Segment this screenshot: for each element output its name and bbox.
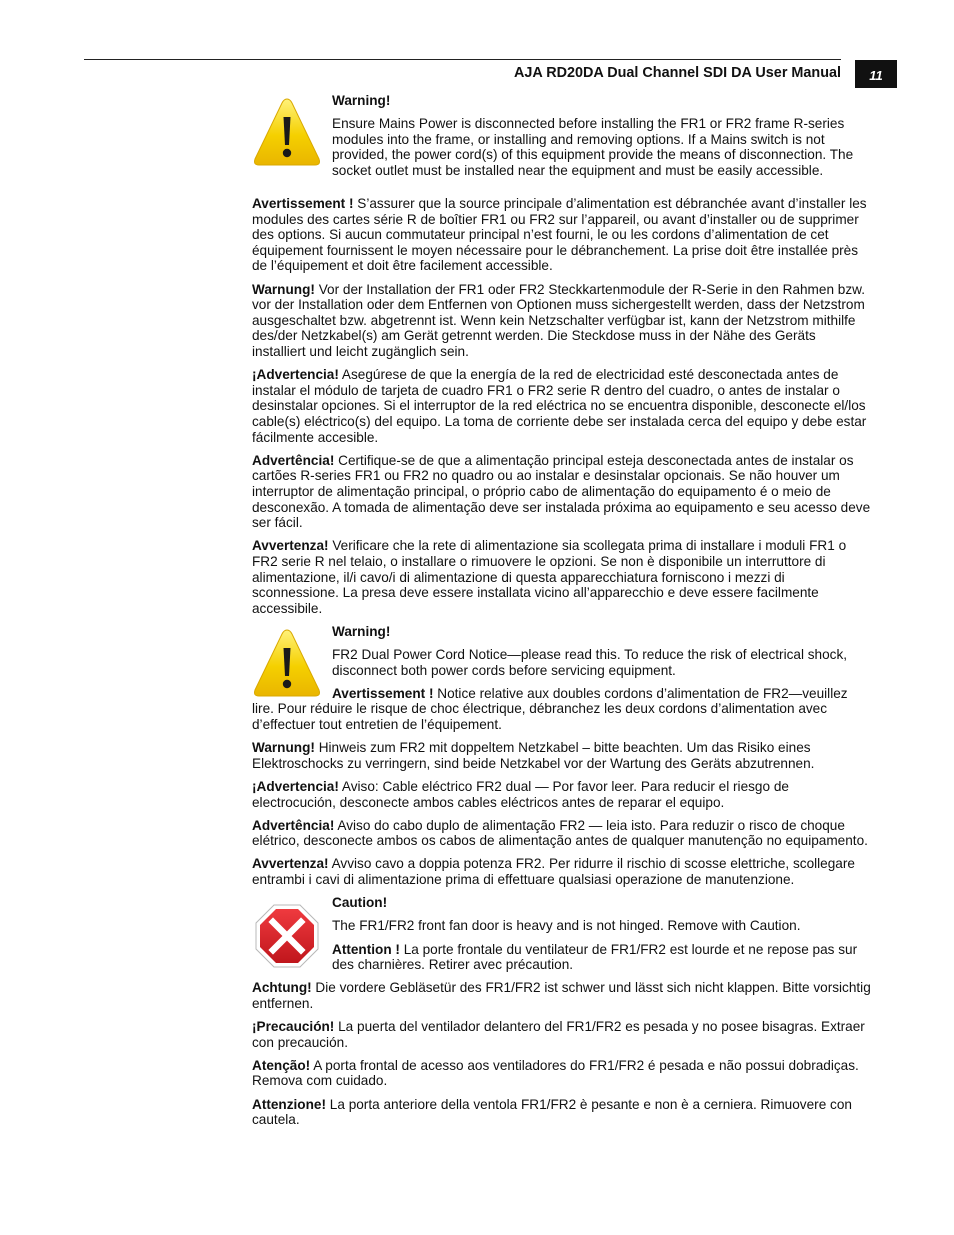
- translation-es: ¡Advertencia! Asegúrese de que la energía de la red de electricidad esté desconectada antes de instalar el módulo de tarjeta de cuadro FR1 o FR2 serie R dentro del cuadro, o antes de instalar o desinstalar opciones. Si el interruptor de la red eléctrica no se encuentra disponible, desconecte el/los cable(s) eléctrico(s) del equipo. La toma de corriente debe ser instalada cerca del equipo y debe estar fácilmente accesible.: [252, 367, 867, 445]
- notice-heading: Warning!: [332, 623, 391, 639]
- notice-mains-power: [252, 93, 872, 186]
- translation-it: Attenzione! La porta anteriore della ventola FR1/FR2 è pesante e non è a cerniera. Rimuovere con cautela.: [252, 1096, 852, 1128]
- translation-pt: Advertência! Aviso do cabo duplo de alimentação FR2 — leia isto. Para reduzir o risco de choque elétrico, desconecte ambos os cabos de alimentação antes de qualquer manutenção no equipamento.: [252, 817, 868, 849]
- translation-it: Avvertenza! Avviso cavo a doppia potenza FR2. Per ridurre il rischio di scosse elettriche, scollegare entrambi i cavi di alimentazione prima di effettuare qualsiasi operazione de manutenzione.: [252, 856, 855, 888]
- translation-fr: Avertissement ! S’assurer que la source principale d’alimentation est débranchée avant d’installer les modules des cartes série R de boîtier FR1 ou FR2 sur l’appareil, ou avant d’installer ou de supprimer des options. Si aucun commutateur principal n’est fourni, le ou les cordons d’alimentation de cet équipement fournissent le moyen nécessaire pour le débranchement. La prise doit être installée près de l’équipement et doit être facilement accessible.: [252, 196, 867, 274]
- translation-de: Warnung! Hinweis zum FR2 mit doppeltem Netzkabel – bitte beachten. Um das Risiko eines Elektroschocks zu verringern, sind beide Netzkabel vor der Wartung des Geräts abzutrennen.: [252, 740, 815, 771]
- manual-title: AJA RD20DA Dual Channel SDI DA User Manual: [513, 65, 841, 81]
- translation-pt: Atenção! A porta frontal de acesso aos ventiladores do FR1/FR2 é pesada e não possui dobradiças. Remova com cuidado.: [252, 1057, 859, 1089]
- translation-de: Warnung! Vor der Installation der FR1 oder FR2 Steckkartenmodule der R-Serie in den Rahmen bzw. vor der Installation oder dem Entfernen von Optionen muss sichergestellt werden, dass der Netzstrom ausgeschaltet bzw. abgetrennt ist. Wenn kein Netzschalter verfügbar ist, kann der Netzstrom mithilfe des/der Netzkabel(s) am Gerät getrennt werden. Die Steckdose muss in der Nähe des Geräts installiert und leicht zugänglich sein.: [252, 281, 865, 359]
- notice-dual-power-cord: [252, 624, 872, 740]
- translation-fr: Attention ! La porte frontale du ventilateur de FR1/FR2 est lourde et ne repose pas sur des charnières. Retirer avec précaution.: [332, 941, 858, 973]
- translation-it: Avvertenza! Verificare che la rete di alimentazione sia scollegata prima di installare i moduli FR1 o FR2 serie R nel telaio, o installare o rimuovere le opzioni. Se non è disponibile un interruttore di alimentazione, il/i cavo/i di alimentazione di questa apparecchiatura forniscono i mezzi di sconnessione. La presa deve essere installata vicino all’apparecchio e deve essere facilmente accessibile.: [252, 538, 847, 616]
- notice-lead-text: Ensure Mains Power is disconnected before installing the FR1 or FR2 frame R-series modules into the frame, or installing and removing options. If a Mains switch is not provided, the power cord(s) of this equipment provide the means of disconnection. The socket outlet must be installed near the equipment and must be easily accessible.: [332, 116, 854, 178]
- translation-es: ¡Advertencia! Aviso: Cable eléctrico FR2 dual — Por favor leer. Para reducir el riesgo de electrocución, desconecte ambos cables eléctricos antes de reparar el equipo.: [252, 778, 789, 810]
- notice-heading: Warning!: [332, 93, 391, 108]
- translation-pt: Advertência! Certifique-se de que a alimentação principal esteja desconectada antes de instalar os cartões R-series FR1 ou FR2 no quadro ou ao instalar e desinstalar opcionais. Se não houver um interruptor de alimentação principal, o próprio cabo de alimentação do equipamento é o meio de desconexão. A tomada de alimentação deve ser instalada próxima ao equipamento e seu acesso deve ser fácil.: [252, 452, 871, 531]
- translation-es: ¡Precaución! La puerta del ventilador delantero del FR1/FR2 es pesada y no posee bisagras. Extraer con precaución.: [252, 1019, 865, 1050]
- page-number: 11: [855, 60, 897, 88]
- header-rule: [84, 59, 841, 60]
- safety-notices: [252, 93, 872, 1135]
- notice-lead-text: FR2 Dual Power Cord Notice—please read this. To reduce the risk of electrical shock, disconnect both power cords before servicing equipment.: [332, 646, 848, 678]
- translation-de: Achtung! Die vordere Gebläsetür des FR1/FR2 ist schwer und lässt sich nicht klappen. Bitte vorsichtig entfernen.: [252, 980, 871, 1011]
- warning-triangle-icon: [252, 626, 322, 700]
- notice-fan-door-caution: [252, 895, 872, 980]
- warning-triangle-icon: [252, 95, 322, 169]
- caution-stop-x-icon: [252, 897, 322, 971]
- translation-fr: Avertissement ! Notice relative aux doubles cordons d’alimentation de FR2—veuillez lire. Pour réduire le risque de choc électrique, débranchez les deux cordons d’alimentation avec d’effectuer tout entretien de l’équipement.: [252, 685, 848, 732]
- notice-lead-text: The FR1/FR2 front fan door is heavy and is not hinged. Remove with Caution.: [332, 918, 801, 934]
- notice-heading: Caution!: [332, 895, 388, 911]
